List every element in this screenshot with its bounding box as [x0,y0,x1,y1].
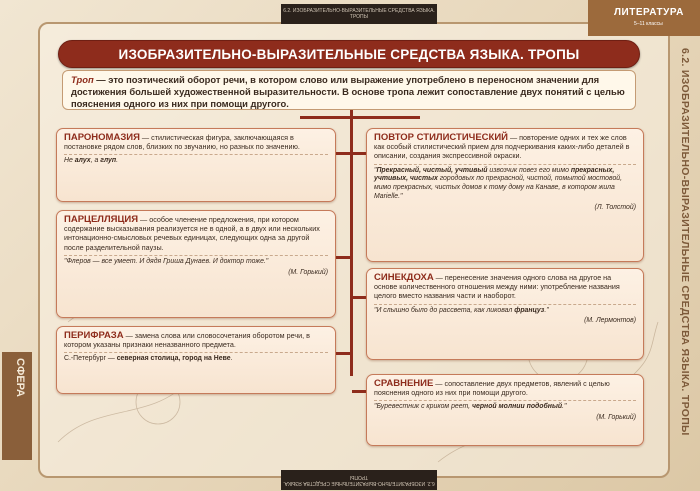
box-author: (М. Горький) [288,268,328,276]
box-head: СРАВНЕНИЕ [374,378,434,389]
intro-definition [62,70,636,110]
box-head: ПАРЦЕЛЛЯЦИЯ [64,214,139,225]
box-definition: — повторение одних и тех же слов как особый стилистический прием для подчеркивания каких-либо деталей в описании, создания экспрессивной окраски. [374,133,630,161]
box-head: ПЕРИФРАЗА [64,330,124,341]
publisher-logo [2,352,32,460]
page-title [58,40,640,68]
connector-left-1 [334,152,352,155]
box-divider [374,400,636,401]
box-definition: — замена слова или словосочетания оборотом речи, в котором указаны признаки неназванного предмета. [64,331,310,350]
box-definition: — сопоставление двух предметов, явлений с целью пояснения одного из них при помощи другого. [374,379,610,398]
box-periphrasis [56,326,336,394]
publisher-name: СФЕРА [14,358,26,397]
connector-left-3 [334,352,352,355]
box-author: (М. Лермонтов) [584,317,636,325]
box-paronomasia [56,128,336,202]
box-parcellation [56,210,336,318]
top-strip: 6.2. ИЗОБРАЗИТЕЛЬНО-ВЫРАЗИТЕЛЬНЫЕ СРЕДСТВА ЯЗЫКА. ТРОПЫ [281,4,437,24]
box-example: "Флеров — все умеет. И дядя Гриша Дунаев. И доктор тоже." [64,257,269,265]
box-example: "Буревестник с криком реет, черной молнии подобный." [374,403,567,411]
box-divider [64,154,328,155]
box-divider [64,352,328,353]
box-head: СИНЕКДОХА [374,272,434,283]
connector-center [350,110,353,376]
box-example: С.-Петербург — северная столица, город на Неве. [64,355,233,363]
connector-top [300,116,420,119]
connector-left-2 [334,256,352,259]
side-title-text: 6.2. ИЗОБРАЗИТЕЛЬНО-ВЫРАЗИТЕЛЬНЫЕ СРЕДСТВА ЯЗЫКА. ТРОПЫ [679,48,691,436]
box-author: (М. Горький) [596,414,636,422]
subject-corner [588,0,700,36]
box-example: "И слышно было до рассвета, как ликовал француз." [374,306,549,314]
page-title-text: ИЗОБРАЗИТЕЛЬНО-ВЫРАЗИТЕЛЬНЫЕ СРЕДСТВА ЯЗЫКА. ТРОПЫ [118,47,580,62]
box-divider [64,255,328,256]
box-stylistic-repetition [366,128,644,262]
box-definition: — особое членение предложения, при котором содержание высказывания реализуется не в одной, а в двух или нескольких интонационно-смысловых речевых единицах, следующих одна за другой после разделительной паузы. [64,215,320,252]
side-title [672,48,696,468]
bottom-strip: 6.2. ИЗОБРАЗИТЕЛЬНО-ВЫРАЗИТЕЛЬНЫЕ СРЕДСТВА ЯЗЫКА. ТРОПЫ [281,470,437,490]
subject-title: ЛИТЕРАТУРА [614,7,684,18]
box-definition: — стилистическая фигура, заключающаяся в постановке рядом слов, близких по звучанию, но разных по значению. [64,133,300,152]
box-divider [374,164,636,165]
box-definition: — перенесение значения одного слова на другое на основе количественного отношения между ними: употребление названия целого вместо названия части и наоборот. [374,273,620,301]
box-divider [374,304,636,305]
intro-term: Троп [71,74,94,85]
box-head: ПАРОНОМАЗИЯ [64,132,140,143]
box-example: "Прекрасный, чистый, учтивый извозчик повез его мимо прекрасных, учтивых, чистых городовых по прекрасной, чистой, помытой мостовой, мимо прекрасных, чистых домов к тому дому на Канаве, в котором жила Marielle." [374,166,623,200]
box-synecdoche [366,268,644,360]
subject-grades: 5–11 классы [634,21,663,27]
box-head: ПОВТОР СТИЛИСТИЧЕСКИЙ [374,132,508,143]
box-example: Не алух, а глуп. [64,157,119,165]
box-comparison [366,374,644,446]
intro-text: — это поэтический оборот речи, в котором слово или выражение употреблено в переносном значении для достижения большей художественной выразительности. В основе тропа лежит сопоставление двух понятий с целью пояснения одного из них при помощи другого. [71,74,625,109]
box-author: (Л. Толстой) [594,203,636,211]
